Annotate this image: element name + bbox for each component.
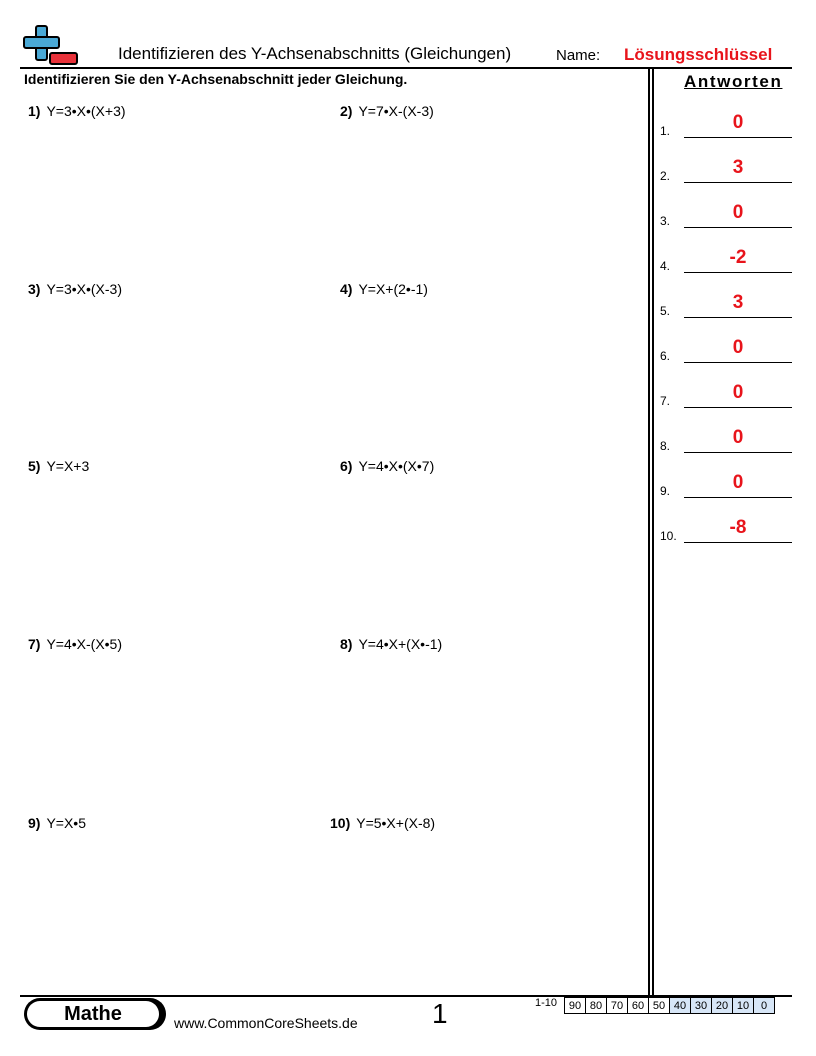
problem-equation: Y=5•X+(X-8) bbox=[356, 815, 436, 831]
problem-number: 8) bbox=[340, 636, 353, 652]
problem-10 bbox=[330, 815, 435, 831]
answer-row bbox=[660, 292, 792, 318]
answer-row bbox=[660, 157, 792, 183]
score-cell: 40 bbox=[670, 997, 691, 1014]
problem-number: 3) bbox=[28, 281, 41, 297]
website-link[interactable]: www.CommonCoreSheets.de bbox=[174, 1015, 358, 1031]
answer-line bbox=[684, 137, 792, 138]
answer-column-divider-right bbox=[652, 67, 654, 997]
problem-2 bbox=[340, 103, 434, 119]
problem-equation: Y=4•X-(X•5) bbox=[46, 636, 123, 652]
answer-row bbox=[660, 337, 792, 363]
score-range-label: 1-10 bbox=[535, 997, 558, 1009]
problem-equation: Y=3•X•(X-3) bbox=[46, 281, 123, 297]
score-cell: 10 bbox=[733, 997, 754, 1014]
answer-value: 0 bbox=[732, 112, 744, 133]
problem-number: 9) bbox=[28, 815, 41, 831]
problem-number: 4) bbox=[340, 281, 353, 297]
score-cell: 50 bbox=[649, 997, 670, 1014]
answers-title: Antworten bbox=[684, 72, 783, 91]
problem-4 bbox=[340, 281, 428, 297]
subject-badge bbox=[24, 998, 166, 1030]
answer-row bbox=[660, 472, 792, 498]
answer-line bbox=[684, 182, 792, 183]
score-cell: 20 bbox=[712, 997, 733, 1014]
answer-line bbox=[684, 452, 792, 453]
answer-label: 6. bbox=[660, 349, 671, 363]
answer-value: 0 bbox=[732, 472, 744, 493]
answer-value: 0 bbox=[732, 337, 744, 358]
plus-minus-icon bbox=[22, 24, 80, 68]
problem-number: 5) bbox=[28, 458, 41, 474]
score-cell: 60 bbox=[628, 997, 649, 1014]
answer-label: 8. bbox=[660, 439, 671, 453]
problem-number: 10) bbox=[330, 815, 351, 831]
instructions: Identifizieren Sie den Y-Achsenabschnitt jeder Gleichung. bbox=[24, 71, 408, 87]
name-label: Name: bbox=[556, 47, 601, 64]
answer-label: 7. bbox=[660, 394, 671, 408]
answer-column-divider-left bbox=[648, 67, 650, 997]
worksheet-title: Identifizieren des Y-Achsenabschnitts (Gleichungen) bbox=[118, 44, 512, 63]
problem-6 bbox=[340, 458, 434, 474]
answer-label: 1. bbox=[660, 124, 671, 138]
problem-number: 2) bbox=[340, 103, 353, 119]
answer-row bbox=[660, 112, 792, 138]
answer-value: 0 bbox=[732, 382, 744, 403]
problem-equation: Y=4•X+(X•-1) bbox=[358, 636, 443, 652]
answer-row bbox=[660, 382, 792, 408]
problem-1 bbox=[28, 103, 126, 119]
problem-5 bbox=[28, 458, 89, 474]
answer-line bbox=[684, 497, 792, 498]
problem-equation: Y=X+3 bbox=[46, 458, 90, 474]
problem-9 bbox=[28, 815, 86, 831]
answer-label: 3. bbox=[660, 214, 671, 228]
page-number: 1 bbox=[432, 998, 448, 1029]
problem-number: 1) bbox=[28, 103, 41, 119]
answer-value: -2 bbox=[729, 247, 747, 268]
answer-value: 3 bbox=[732, 157, 744, 178]
answer-line bbox=[684, 272, 792, 273]
answer-label: 2. bbox=[660, 169, 671, 183]
score-table bbox=[564, 997, 775, 1014]
answer-value: 0 bbox=[732, 202, 744, 223]
score-cell: 0 bbox=[754, 997, 775, 1014]
answer-label: 10. bbox=[660, 529, 677, 543]
score-cell: 80 bbox=[586, 997, 607, 1014]
problem-equation: Y=X+(2•-1) bbox=[358, 281, 428, 297]
answer-row bbox=[660, 517, 792, 543]
answer-label: 4. bbox=[660, 259, 671, 273]
answer-line bbox=[684, 317, 792, 318]
answer-row bbox=[660, 247, 792, 273]
answer-line bbox=[684, 407, 792, 408]
problem-number: 7) bbox=[28, 636, 41, 652]
problem-number: 6) bbox=[340, 458, 353, 474]
problem-equation: Y=X•5 bbox=[46, 815, 86, 831]
answer-line bbox=[684, 227, 792, 228]
header-rule bbox=[20, 67, 792, 69]
problem-8 bbox=[340, 636, 442, 652]
answer-value: 0 bbox=[732, 427, 744, 448]
problem-equation: Y=7•X-(X-3) bbox=[358, 103, 434, 119]
answer-line bbox=[684, 362, 792, 363]
answer-key-label: Lösungsschlüssel bbox=[624, 45, 773, 64]
problem-3 bbox=[28, 281, 122, 297]
answer-label: 5. bbox=[660, 304, 671, 318]
score-cell: 90 bbox=[565, 997, 586, 1014]
subject-label: Mathe bbox=[27, 1001, 159, 1027]
answer-row bbox=[660, 427, 792, 453]
score-cell: 70 bbox=[607, 997, 628, 1014]
problem-equation: Y=4•X•(X•7) bbox=[358, 458, 435, 474]
problem-equation: Y=3•X•(X+3) bbox=[46, 103, 126, 119]
answer-line bbox=[684, 542, 792, 543]
answer-label: 9. bbox=[660, 484, 671, 498]
answer-value: 3 bbox=[732, 292, 744, 313]
answer-row bbox=[660, 202, 792, 228]
score-cell: 30 bbox=[691, 997, 712, 1014]
problem-7 bbox=[28, 636, 122, 652]
answer-value: -8 bbox=[729, 517, 747, 538]
